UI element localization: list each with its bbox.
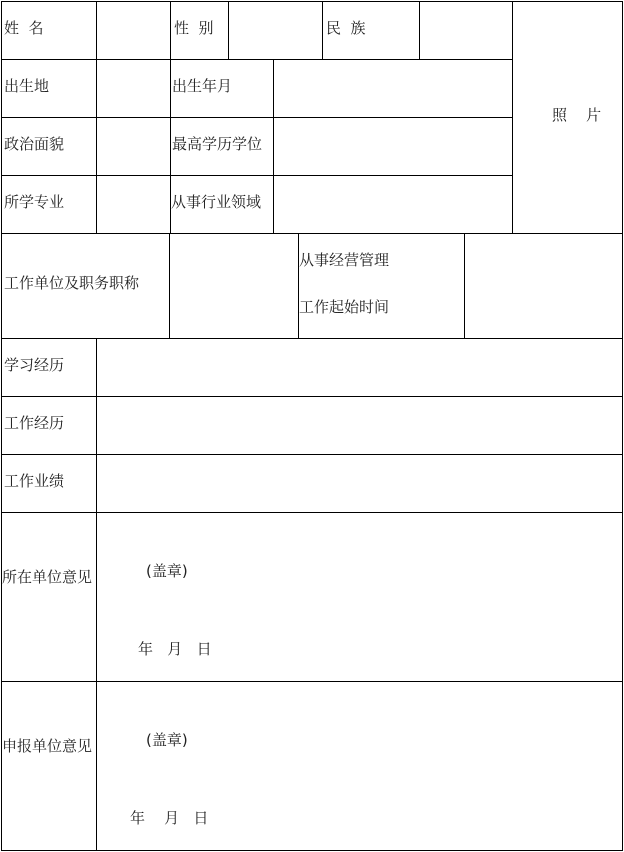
mgmt-start-field[interactable] bbox=[465, 234, 621, 337]
work-unit-title-label: 工作单位及职务职称 bbox=[4, 274, 140, 292]
political-status-label: 政治面貌 bbox=[4, 135, 65, 153]
political-status-field[interactable] bbox=[97, 118, 169, 174]
education-label: 最高学历学位 bbox=[172, 135, 263, 153]
border-line bbox=[1, 1, 2, 851]
major-label: 所学专业 bbox=[4, 193, 65, 211]
work-history-field[interactable] bbox=[97, 397, 621, 453]
birthplace-field[interactable] bbox=[97, 60, 169, 116]
gender-field[interactable] bbox=[229, 2, 321, 58]
education-field[interactable] bbox=[274, 118, 511, 174]
photo-area[interactable] bbox=[513, 2, 621, 232]
applicant-seal: (盖章) bbox=[146, 731, 188, 749]
border-line bbox=[322, 1, 323, 59]
applicant-date: 年 月 日 bbox=[130, 809, 209, 827]
major-field[interactable] bbox=[97, 176, 169, 232]
name-label: 姓 名 bbox=[4, 19, 44, 37]
study-history-label: 学习经历 bbox=[4, 356, 65, 374]
name-field[interactable] bbox=[97, 2, 169, 58]
industry-field[interactable] bbox=[274, 176, 511, 232]
study-history-field[interactable] bbox=[97, 339, 621, 395]
mgmt-start-label-line2: 工作起始时间 bbox=[299, 298, 390, 316]
employer-seal: (盖章) bbox=[146, 562, 188, 580]
ethnicity-label: 民 族 bbox=[326, 19, 366, 37]
work-history-label: 工作经历 bbox=[4, 414, 65, 432]
work-unit-title-field[interactable] bbox=[170, 234, 297, 337]
employer-date: 年 月 日 bbox=[138, 640, 212, 658]
birthplace-label: 出生地 bbox=[4, 77, 50, 95]
industry-label: 从事行业领域 bbox=[171, 193, 262, 211]
work-achievements-field[interactable] bbox=[97, 455, 621, 511]
ethnicity-field[interactable] bbox=[420, 2, 511, 58]
border-line bbox=[298, 233, 299, 338]
birthdate-field[interactable] bbox=[274, 60, 511, 116]
border-line bbox=[622, 1, 623, 851]
applicant-opinion-label: 申报单位意见 bbox=[2, 737, 93, 755]
border-line bbox=[1, 850, 623, 851]
employer-opinion-label: 所在单位意见 bbox=[2, 568, 93, 586]
gender-label: 性 别 bbox=[174, 19, 214, 37]
mgmt-start-label-line1: 从事经营管理 bbox=[299, 251, 390, 269]
work-achievements-label: 工作业绩 bbox=[4, 472, 65, 490]
photo-label: 照 片 bbox=[552, 106, 602, 124]
birthdate-label: 出生年月 bbox=[172, 77, 233, 95]
